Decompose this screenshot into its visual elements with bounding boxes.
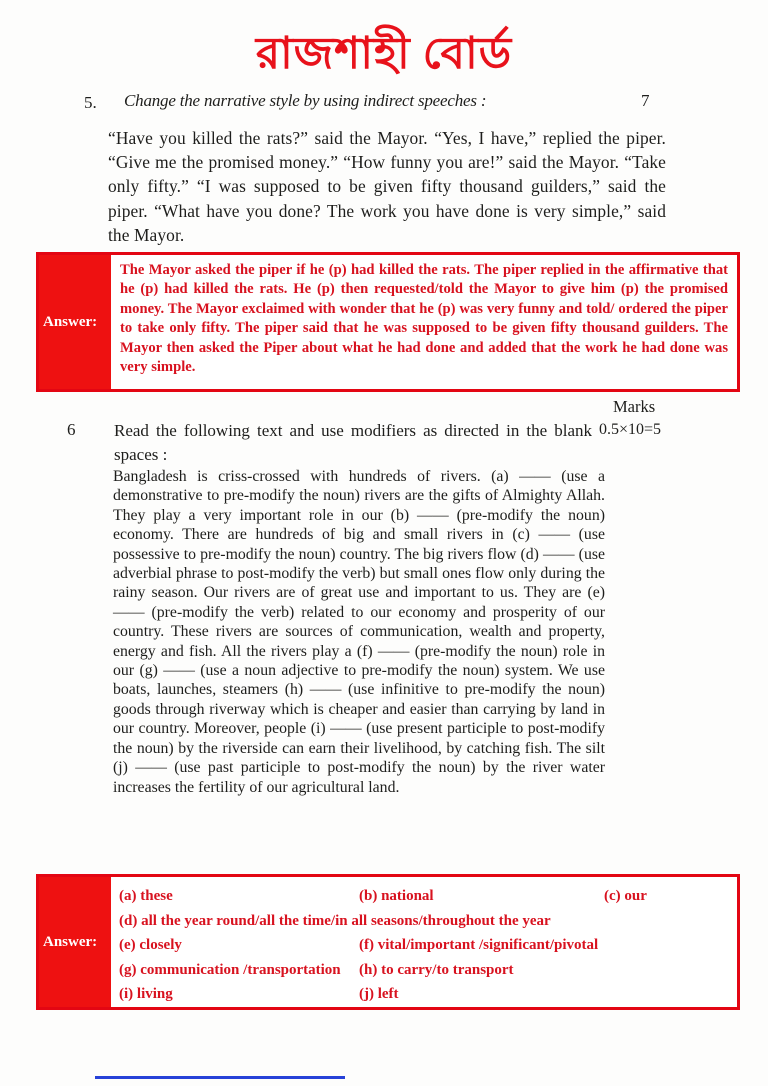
bottom-blue-rule (95, 1076, 345, 1079)
answer-label-q6: Answer: (39, 877, 111, 1007)
answer-i: (i) living (119, 986, 173, 1003)
answer-row-d (119, 909, 729, 934)
answer-g: (g) communication /transportation (119, 961, 341, 978)
question-5-number: 5. (84, 93, 97, 112)
answer-b: (b) national (359, 888, 434, 904)
answer-h: (h) to carry/to transport (359, 961, 514, 978)
answer-j: (j) left (359, 986, 399, 1003)
question-5-passage: “Have you killed the rats?” said the Mayor. “Yes, I have,” replied the piper. “Give me the promised money.” “How funny you are!” said the Mayor. “Take only fifty.” “I was supposed to be given fifty thousand guilders,” said the piper. “What have you done? The work you have done is very simple,” said the Mayor. (108, 128, 666, 245)
question-6-marks-value: 0.5×10=5 (599, 421, 662, 438)
answer-c: (c) our (604, 888, 647, 904)
answer-a: (a) these (119, 888, 173, 904)
question-6-marks-heading: Marks (613, 397, 656, 416)
answer-f: (f) vital/important /significant/pivotal (359, 937, 599, 954)
answer-e: (e) closely (119, 937, 182, 954)
answer-row-abc (119, 884, 729, 909)
answer-box-q5 (36, 252, 740, 392)
question-6-prompt: Read the following text and use modifiers as directed in the blank spaces : (114, 421, 592, 464)
answer-row-gh (119, 958, 729, 983)
answer-grid-q6 (111, 877, 737, 1007)
answer-text-q5: The Mayor asked the piper if he (p) had killed the rats. The piper replied in the affirmative that he (p) had killed the rats. He (p) then requested/told the Mayor to give him (p) the promised money. The Mayor exclaimed with wonder that he (p) was very funny and told/ ordered the piper to take only fifty. The piper said that he was supposed to be given fifty thousand guilders. The Mayor then asked the Piper about what he had done and added that the work he had done was very simple. (120, 262, 728, 376)
answer-row-ij (119, 982, 729, 1007)
question-5-prompt: Change the narrative style by using indirect speeches : (124, 91, 487, 110)
question-5-marks: 7 (641, 91, 650, 110)
answer-row-ef (119, 933, 729, 958)
question-6-passage: Bangladesh is criss-crossed with hundreds of rivers. (a) —— (use a demonstrative to pre-modify the noun) rivers are the gifts of Almighty Allah. They play a very important role in our (b) —— (pre-modify the noun) economy. There are hundreds of big and small rivers in (c) —— (use possessive to pre-modify the noun) country. The big rivers flow (d) —— (use adverbial phrase to post-modify the verb) but small ones flow only during the rainy season. Our rivers are of great use and important to us. They are (e) —— (pre-modify the verb) related to our economy and prosperity of our country. These rivers are sources of communication, wealth and property, energy and fish. All the rivers play a (f) —— (pre-modify the noun) role in our (g) —— (use a noun adjective to pre-modify the noun) system. We use boats, launches, steamers (h) —— (use infinitive to pre-modify the noun) goods through riverway which is cheaper and easier than carrying by land in our country. Moreover, people (i) —— (use present participle to post-modify the noun) by the riverside can earn their livelihood, by catching fish. The silt (j) —— (use past participle to post-modify the noun) by the river water increases the fertility of our agricultural land. (113, 468, 605, 796)
answer-d: (d) all the year round/all the time/in all seasons/throughout the year (119, 912, 551, 929)
answer-box-q6 (36, 874, 740, 1010)
answer-row-gh-spacer (604, 958, 729, 983)
board-title: রাজশাহী বোর্ড (255, 29, 513, 78)
answer-row-ef-spacer (604, 933, 729, 958)
answer-label-q5: Answer: (39, 255, 111, 389)
question-6-number: 6 (67, 420, 76, 439)
answer-row-ij-spacer (604, 982, 729, 1007)
